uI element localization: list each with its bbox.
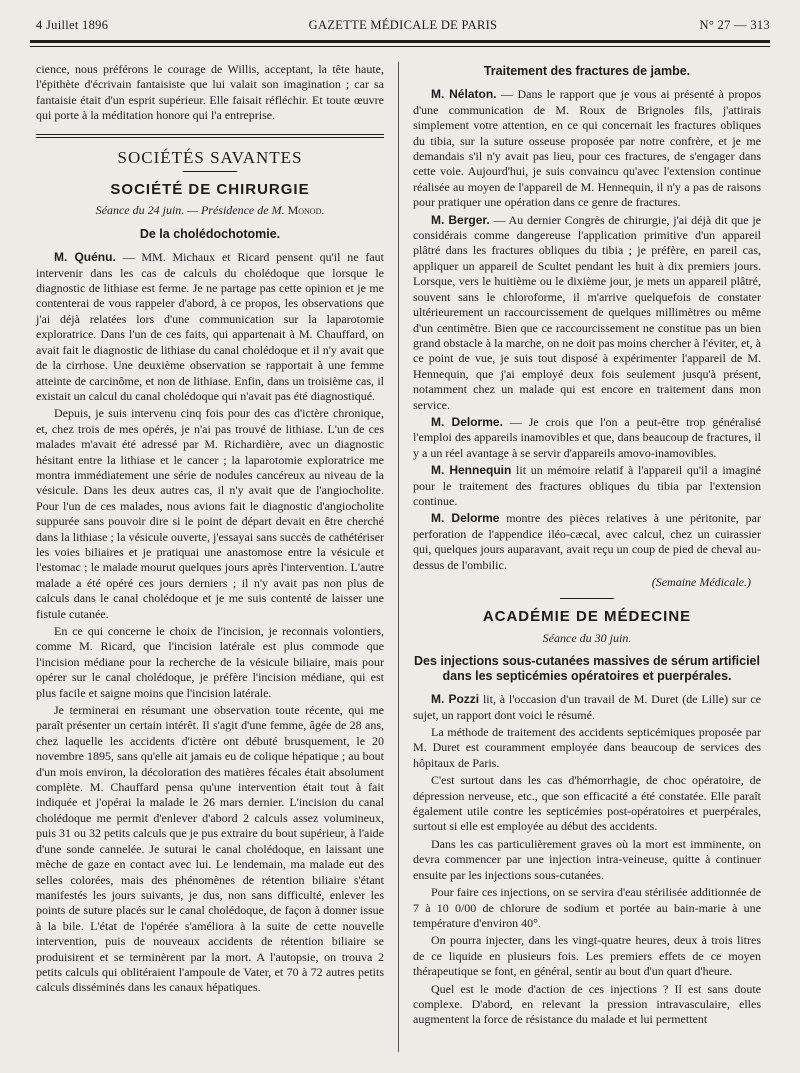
header-rule-thick	[30, 40, 770, 43]
speaker-delorme-2: M. Delorme	[431, 511, 500, 526]
paragraph-quenu-1	[36, 250, 384, 404]
speaker-quenu: M. Quénu.	[54, 250, 116, 265]
heading-societe-chirurgie: SOCIÉTÉ DE CHIRURGIE	[110, 181, 310, 199]
section-separator	[36, 134, 384, 138]
paragraph-text: lit un mémoire relatif à l'appareil qu'il a imaginé pour le traitement des fractures obliques du tibia par l'extension continue.	[413, 463, 762, 508]
source-citation: (Semaine Médicale.)	[651, 575, 751, 589]
small-rule	[183, 171, 237, 172]
speaker-pozzi: M. Pozzi	[431, 692, 480, 707]
seance-text: Séance du 24 juin. — Présidence de M.	[95, 203, 285, 218]
paragraph-nelaton	[413, 87, 761, 210]
seance-line	[36, 203, 384, 218]
speaker-delorme: M. Delorme.	[431, 414, 503, 429]
paragraph-quenu-2: Depuis, je suis intervenu cinq fois pour des cas d'ictère chronique, et, chez trois de mes opérés, je n'ai pas trouvé de lithiase. L'un de ces malades m'avait été adressé par M. Richardière, avec un diagnostic hésitant entre la lithiase et le cancer ; la laparotomie exploratrice me montra immédiatement une série de nodules cancéreux au niveau de la vésicule. Dans les deux autres cas, il n'y avait que de l'angiocholite. Pour l'un de ces malades, nous avions fait le diagnostic d'angiocholite suppurée sans pouvoir dire si le point de départ devait en être cherché dans la lithiase ; la vésicule ouverte, j'essayai sans succès de cathétériser les voies biliaires et je pratiquai une anastomose entre la vésicule et l'estomac ; le malade mourut quelques jours après l'intervention. L'autre malade a été opéré ces jours derniers ; il n'y avait pas non plus de calculs dans le canal cholédoque et je me suis contenté de laisser une fistule cutanée.	[36, 406, 384, 621]
heading-academie-medecine: ACADÉMIE DE MÉDECINE	[482, 608, 692, 626]
paragraph-text: — Dans le rapport que je vous ai présenté à propos d'une communication de M. Roux de Brignoles fils, j'attirais simplement votre attention, en ce qui concernait les fractures obliques du tibia, sur la suture osseuse proposée par notre confrère, et je me demandais s'il n'y avait pas lieu, pour ces fractures, de s'engager dans cette voie. Aujourd'hui, je suis convaincu qu'avec l'extension continue réalisée au moyen de l'appareil de M. Hennequin, il n'y a pas de raisons pour pratiquer une opération dans ce genre de fractures.	[413, 87, 761, 210]
speaker-hennequin: M. Hennequin	[431, 463, 512, 478]
small-rule	[560, 598, 614, 599]
paragraph-methode: La méthode de traitement des accidents septicémiques proposée par M. Duret est couramment employée dans beaucoup de services des hôpitaux de Paris.	[413, 725, 761, 770]
paragraph-text: lit, à l'occasion d'un travail de M. Duret (de Lille) sur ce sujet, un rapport dont voici le résumé.	[413, 692, 762, 722]
page-header	[36, 18, 770, 40]
paragraph-pozzi	[413, 692, 761, 723]
paragraph-dosage: On pourra injecter, dans les vingt-quatre heures, deux à trois litres de ce liquide en plusieurs fois. Les premiers effets de ce moyen thérapeutique se font, en général, sentir au bout d'un quart d'heure.	[413, 933, 761, 979]
paragraph-mode-action: Quel est le mode d'action de ces injections ? Il est sans doute complexe. D'abord, en relevant la pression intravasculaire, elles augmentent la force de résistance du malade et lui permettent	[413, 981, 761, 1027]
heading-fractures-jambe: Traitement des fractures de jambe.	[483, 64, 691, 78]
issue-date: 4 Juillet 1896	[36, 18, 109, 32]
paragraph-delorme	[413, 415, 761, 461]
paragraph-delorme-2	[413, 511, 761, 573]
paragraph-quenu-3: En ce qui concerne le choix de l'incision, je reconnais volontiers, comme M. Ricard, que l'incision latérale est plus commode que l'incision médiane pour la recherche de la vésicule biliaire, mais pour opérer sur le canal cholédoque, je préfère l'incision médiane, qui est plus facile et saigne moins que l'incision latérale.	[36, 624, 384, 700]
intro-paragraph: cience, nous préférons le courage de Willis, acceptant, la tête haute, l'épithète d'écrivain fantaisiste que lui valait son imagination ; car sa fantaisie était d'un esprit supérieur. Elle faisait réfléchir. Et toute œuvre qui porte à la méditation honore qui l'a entreprise.	[36, 62, 384, 123]
paragraph-text: — Au dernier Congrès de chirurgie, j'ai déjà dit que je considérais comme dangereuse l'application primitive d'un appareil plâtré dans les fractures obliques du tibia ; je préfère, en pareil cas, appliquer un appareil de Scultet pendant les huit à dix premiers jours. Lorsque, vers le huitième ou le dixième jour, je mets un appareil plâtré, souvent sans le chloroforme, il m'arrive quelquefois de constater ultérieurement un raccourcissement de quelques millimètres ou même d'un centimètre. Bien que ce raccourcissement ne constitue pas un bien grand obstacle à la marche, on ne doit pas moins chercher à l'éviter, et, à ce point de vue, je suis tout disposé à expérimenter l'appareil de M. Hennequin, que j'ai employé deux fois seulement jusqu'à présent, notamment chez un malade qui est encore en traitement dans mon service.	[413, 212, 761, 412]
paragraph-preparation: Pour faire ces injections, on se servira d'eau stérilisée additionnée de 7 à 10 0/00 de chlorure de sodium et portée au bain-marie à une température d'environ 40°.	[413, 885, 761, 930]
column-divider	[398, 62, 399, 1052]
paragraph-efficacite: C'est surtout dans les cas d'hémorrhagie, de choc opératoire, de dépression nerveuse, etc., que son efficacité a été constatée. Elle paraît également utile contre les septicémies post-opératoires et puerpérales, surtout si elle est employée au début des accidents.	[413, 773, 761, 834]
left-column	[36, 62, 384, 998]
heading-injections: Des injections sous-cutanées massives de sérum artificiel dans les septicémies opératoires et puerpérales.	[414, 654, 760, 684]
paragraph-quenu-4: Je terminerai en résumant une observation toute récente, qui me paraît présenter un certain intérêt. Il s'agit d'une femme, âgée de 28 ans, chez laquelle les accidents d'ictère ont débuté brusquement, le 20 novembre 1895, sans qu'elle ait jamais eu de colique hépatique ; au bout d'un mois environ, la décoloration des matières fécales était absolument complète. M. Chauffard pensa qu'une intervention était tout à fait indiquée et j'opérai la malade le 26 mars dernier. L'incision du canal cholédoque me permit d'enlever d'abord 2 calculs assez volumineux, puis 31 ou 32 petits calculs que je pus extraire du bout supérieur, à l'aide d'une sonde cannelée. Je suturai le canal cholédoque, en laissant une mèche de gaze en contact avec lui. Le lendemain, ma malade eut des selles colorées, mais des phénomènes de rétention biliaire s'étant manifestés les jours suivants, je dus, non sans difficulté, enlever les points de suture placés sur le canal cholédoque, de façon à donner issue à la bile. L'état de l'opérée s'améliora à la suite de cette nouvelle intervention, puis de nouveaux accidents de rétention biliaire se produisirent et se terminèrent par la mort. A l'autopsie, on trouva 2 petits calculs qui oblitéraient l'ampoule de Vater, et 70 à 72 autres petits calculs disséminés dans les canaux hépatiques.	[36, 703, 384, 995]
header-rule-thin	[30, 46, 770, 47]
paragraph-text: — MM. Michaux et Ricard pensent qu'il ne faut intervenir dans les cas de calculs du cholédoque que lorsque le diagnostic de lithiase est ferme. Je ne partage pas cette opinion et je me contenterai de vous rappeler d'abord, à ce propos, les observations que j'ai déjà relatées lors d'une communication sur la laparotomie exploratrice. Dans l'un de ces faits, qui appartenait à M. Chauffard, on avait fait le diagnostic de lithiase du canal cholédoque et il n'y avait que de la cirrhose. Une deuxième observation se rapportait à une femme atteinte de carcinôme, et non de lithiase. Enfin, dans un troisième cas, il existait un calcul du canal cholédoque qui n'avait pas été diagnostiqué.	[36, 250, 385, 403]
journal-title: GAZETTE MÉDICALE DE PARIS	[308, 18, 498, 32]
paragraph-text: montre des pièces relatives à une péritonite, par perforation de l'appendice iléo-cæcal, avec calcul, chez un cuirassier qui, quelques jours auparavant, avait reçu un coup de pied de cheval au-dessus de l'ombilic.	[413, 511, 761, 572]
paragraph-cas-graves: Dans les cas particulièrement graves où la mort est imminente, on devra commencer par une injection intra-veineuse, quitte à continuer ensuite par les injections sous-cutanées.	[413, 836, 761, 882]
paragraph-hennequin	[413, 463, 761, 509]
right-column	[413, 62, 761, 1030]
section-heading-societes: SOCIÉTÉS SAVANTES	[117, 147, 303, 167]
page-number: N° 27 — 313	[699, 18, 770, 32]
heading-choledochotomie: De la cholédochotomie.	[139, 226, 281, 241]
speaker-berger: M. Berger.	[431, 212, 490, 227]
paragraph-text: — Je crois que l'on a peut-être trop généralisé l'emploi des appareils inamovibles et que, dans beaucoup de fractures, il y a un réel avantage à se servir d'appareils amovo-inamovibles.	[413, 414, 761, 460]
president-name: Monod.	[287, 203, 325, 218]
speaker-nelaton: M. Nélaton.	[431, 87, 497, 102]
seance-line-academie: Séance du 30 juin.	[542, 630, 632, 645]
paragraph-berger	[413, 213, 761, 413]
